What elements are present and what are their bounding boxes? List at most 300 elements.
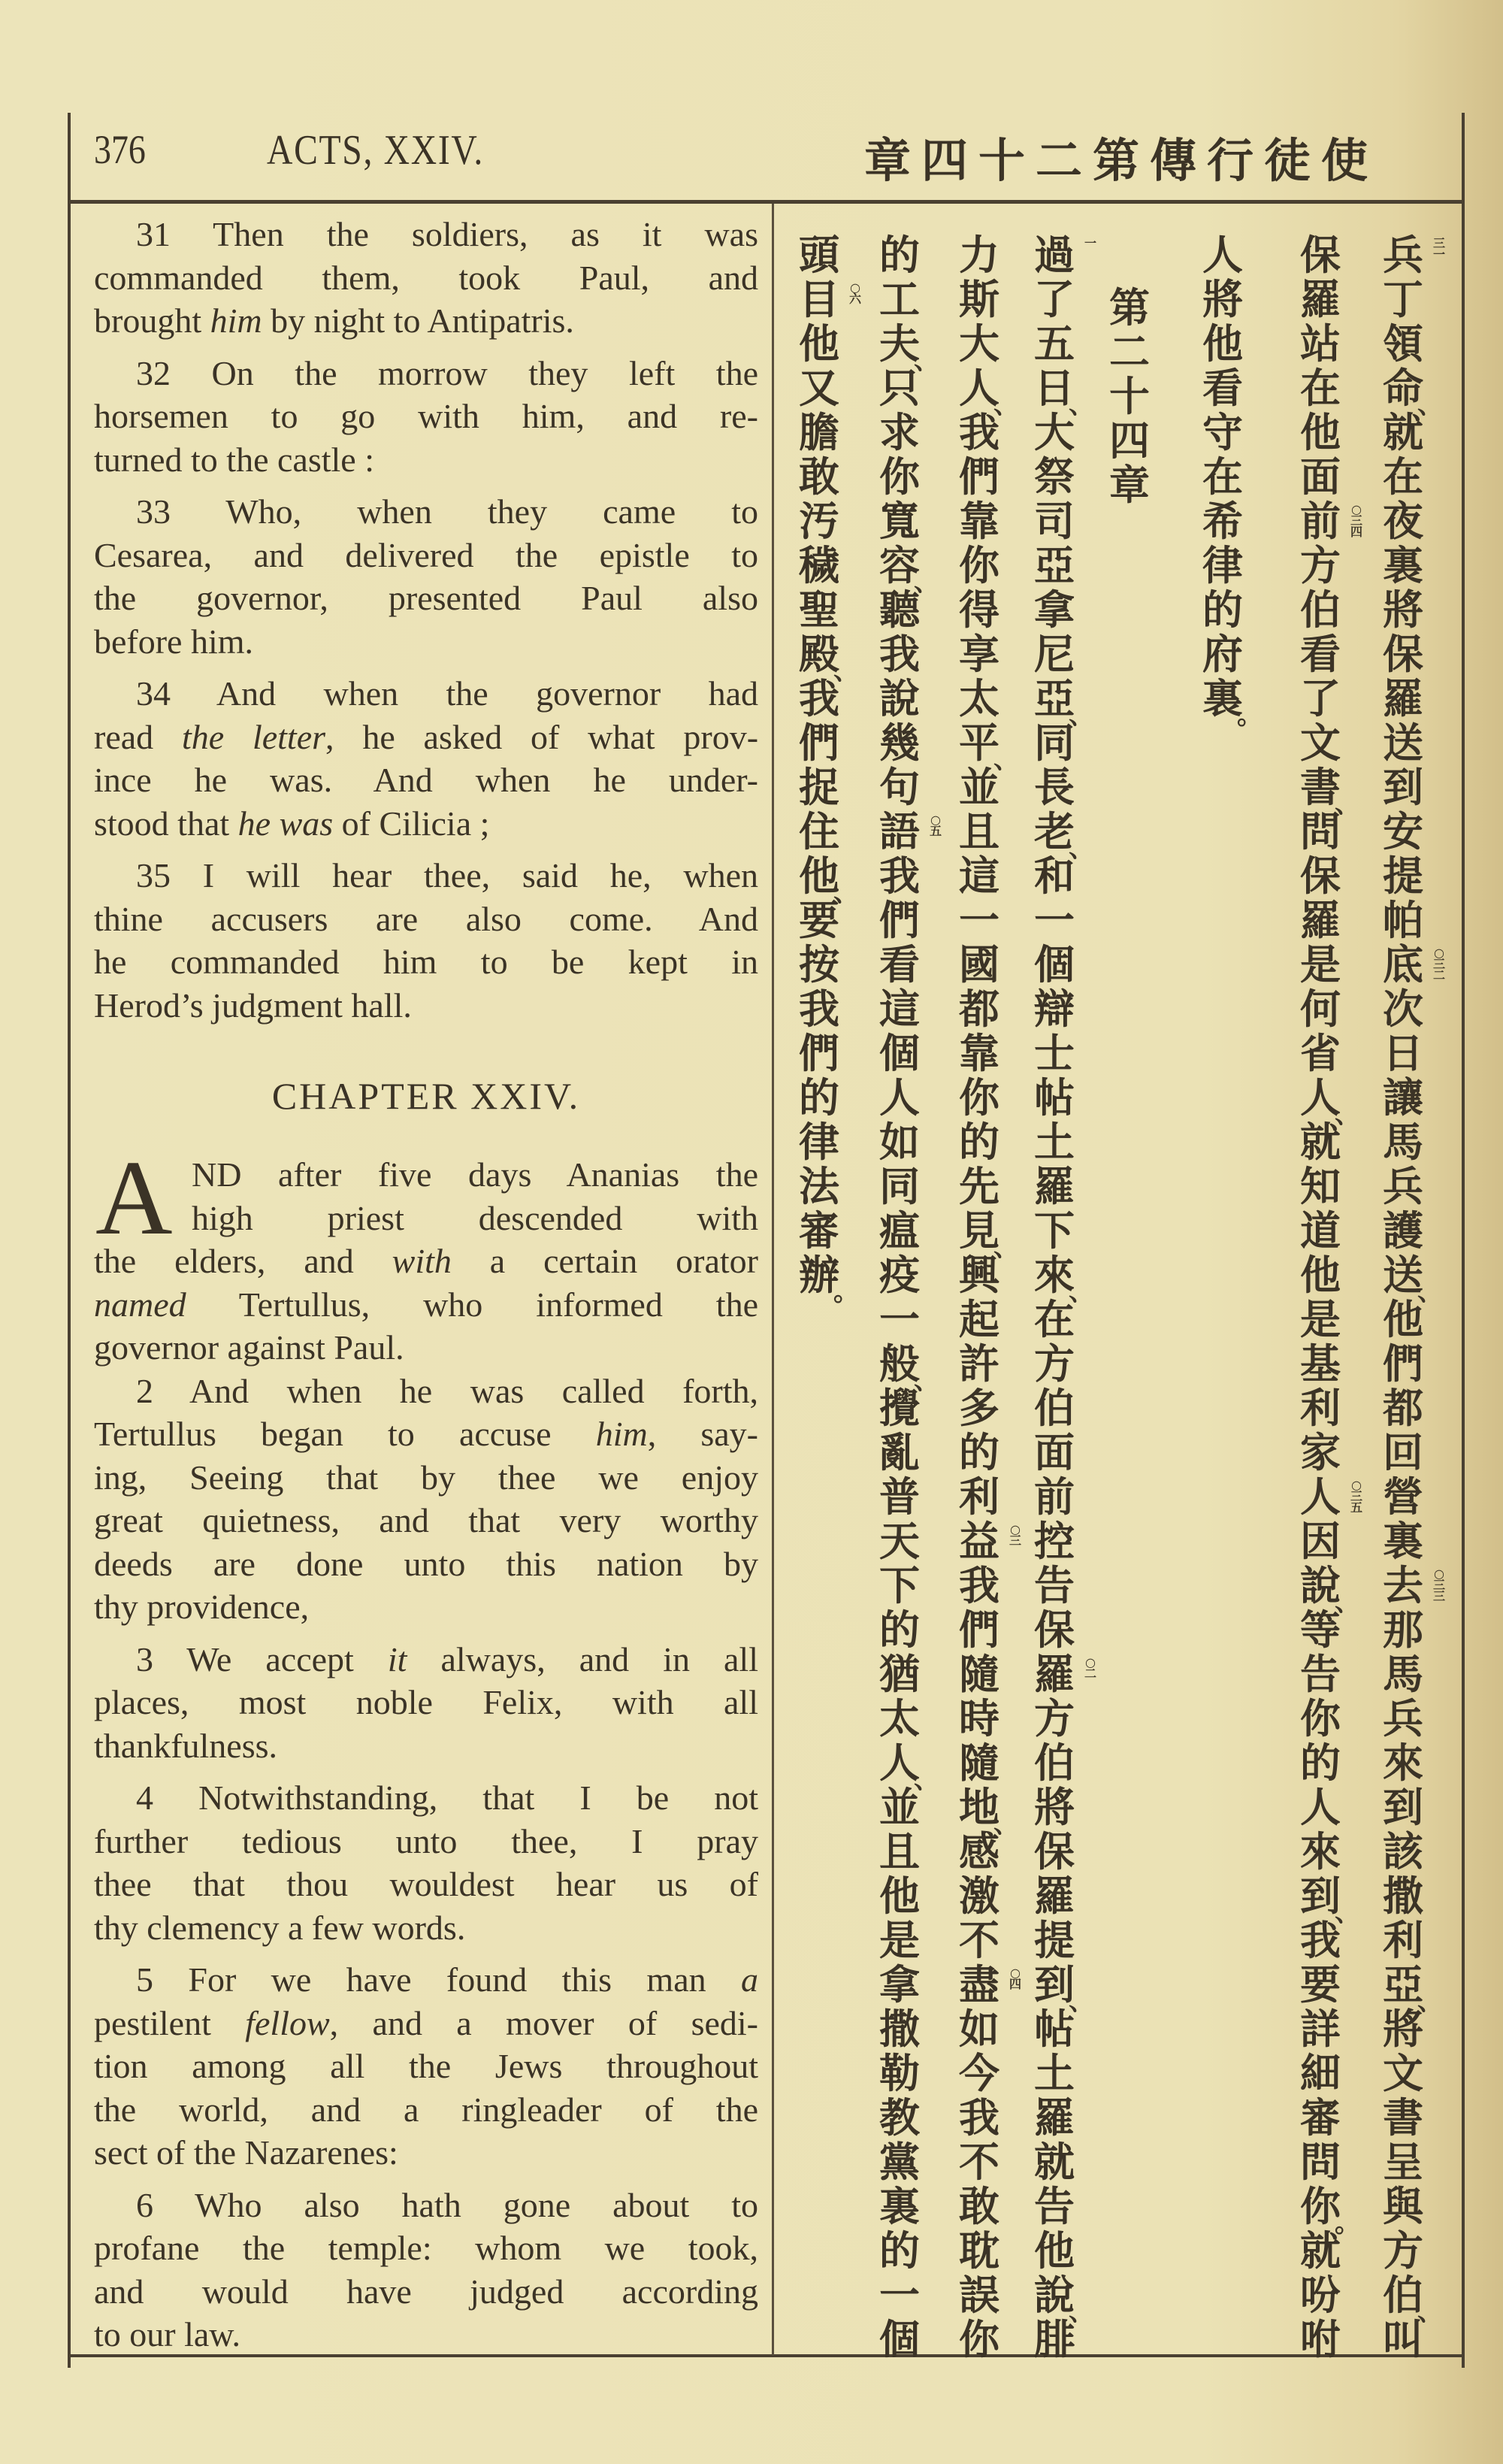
text-line — [94, 854, 758, 898]
chinese-character: 羅 — [1034, 2093, 1075, 2142]
text-line — [94, 2226, 758, 2270]
chinese-character: 起 — [959, 1295, 999, 1343]
chinese-character: 士 — [1034, 1029, 1075, 1077]
text-line — [94, 1776, 758, 1820]
text-line — [94, 620, 758, 664]
verse — [94, 1638, 758, 1768]
chinese-character: 五 — [1034, 319, 1075, 368]
chapter-heading: CHAPTER XXIV. — [271, 1075, 581, 1117]
text-line — [94, 256, 758, 300]
text-line — [94, 1638, 758, 1682]
chinese-character: 方 — [1300, 541, 1341, 589]
text-line — [94, 438, 758, 482]
text-line — [94, 2270, 758, 2314]
chinese-character: 亞 、 — [1034, 674, 1094, 731]
text-segment: Cesarea, and delivered the epistle to — [94, 535, 758, 574]
chinese-character: 寬 — [879, 497, 920, 545]
chinese-character: 汚 — [799, 497, 839, 545]
verse-number-marker: ○三三 — [1432, 1566, 1445, 1603]
chinese-character: 保 — [1300, 231, 1341, 279]
chinese-character: 辯 — [1034, 985, 1075, 1033]
comma-mark: 、 — [1069, 834, 1094, 864]
chinese-character: 提 — [1034, 1916, 1075, 1964]
chinese-character: 審 — [1300, 2093, 1341, 2142]
chinese-character: 的 — [959, 1118, 999, 1166]
chinese-character: 不 — [959, 2138, 999, 2186]
text-segment: deeds are done unto this nation by — [94, 1544, 758, 1583]
chinese-character: 個 — [879, 2315, 920, 2363]
chinese-character: 你 — [959, 541, 999, 589]
chinese-character: 提 — [1383, 852, 1423, 900]
chinese-character: 今 — [959, 2049, 999, 2097]
text-segment: places, most noble Felix, with all — [94, 1683, 758, 1721]
chinese-character: 勒 — [879, 2049, 920, 2097]
text-line — [94, 1820, 758, 1863]
chinese-character: 不 — [959, 1916, 999, 1964]
chinese-character: 看 — [879, 940, 920, 988]
chinese-character: 保 — [1383, 630, 1423, 678]
chinese-character: 何 — [1300, 985, 1341, 1033]
chinese-character: 天 — [879, 1517, 920, 1565]
text-segment: 2 And when he was called forth, — [136, 1371, 758, 1410]
text-segment: further tedious unto thee, I pray — [94, 1821, 758, 1860]
chinese-character: 並 — [879, 1783, 920, 1831]
chinese-character: 幾 — [879, 719, 920, 767]
chinese-character: 伯 、 — [1383, 2271, 1443, 2327]
chinese-character: 祭 — [1034, 453, 1075, 501]
chinese-character: 盡 ○四 — [959, 1960, 1021, 2008]
chinese-character: 一 — [1034, 896, 1075, 944]
chinese-character: 守 — [1202, 408, 1243, 456]
comma-mark: 、 — [1069, 390, 1094, 420]
chinese-character: 十 — [1109, 372, 1150, 420]
chinese-character: 你 。 — [1300, 2182, 1360, 2238]
chinese-character: 教 — [879, 2093, 920, 2142]
chinese-character: 們 — [799, 719, 839, 767]
chinese-character: 如 — [879, 1118, 920, 1166]
chinese-character: 前 — [1034, 1473, 1075, 1521]
chinese-character: 方 — [1034, 1694, 1075, 1742]
chinese-character: 到 、 — [1034, 1960, 1094, 2017]
chinese-character: 面 — [1034, 1428, 1075, 1476]
text-segment: governor against Paul. — [94, 1328, 404, 1367]
text-segment: horsemen to go with him, and re- — [94, 397, 758, 435]
chinese-character: 亂 — [879, 1428, 920, 1476]
chinese-character: 大 — [959, 319, 999, 368]
text-segment: and would have judged according — [94, 2272, 758, 2311]
verse — [94, 1370, 758, 1629]
comma-mark: 、 — [833, 878, 859, 908]
text-line — [94, 213, 758, 256]
chinese-character: 前 ○三四 — [1300, 497, 1362, 545]
chinese-character: 興 — [959, 1251, 999, 1299]
comma-mark: 、 — [1069, 2297, 1094, 2327]
chinese-character: 人 、 — [879, 1739, 939, 1795]
chinese-character: 基 — [1300, 1339, 1341, 1388]
text-line — [94, 2088, 758, 2132]
chinese-character: 律 — [799, 1118, 839, 1166]
chinese-character: 利 — [959, 1473, 999, 1521]
chinese-character: 日 、 — [1034, 364, 1094, 420]
chinese-character: 利 — [1300, 1384, 1341, 1432]
text-segment: 5 For we have found this man — [136, 1960, 741, 1999]
text-line — [94, 898, 758, 941]
chinese-character: 如 — [959, 2005, 999, 2053]
chinese-character: 力 — [959, 231, 999, 279]
chinese-character: 回 — [1383, 1428, 1423, 1476]
chinese-character: 得 — [959, 586, 999, 634]
italic-text: him — [595, 1415, 648, 1453]
text-segment: the world, and a ringleader of the — [94, 2090, 758, 2129]
text-segment: thy clemency a few words. — [94, 1908, 466, 1947]
text-segment: before him. — [94, 622, 254, 661]
verse-number-marker: ○四 — [1009, 1966, 1021, 1991]
chinese-character: 的 — [1202, 586, 1243, 634]
chinese-character: 享 — [959, 630, 999, 678]
chinese-character: 告 — [1034, 1561, 1075, 1609]
chinese-character: 同 — [1034, 719, 1075, 767]
chinese-character: 辦 。 — [799, 1251, 859, 1307]
running-title-english: ACTS, XXIV. — [267, 127, 484, 174]
text-segment: 4 Notwithstanding, that I be not — [136, 1778, 758, 1817]
comma-mark: 、 — [1335, 789, 1360, 819]
chinese-character: 容 、 — [879, 541, 939, 598]
chinese-character: 激 — [959, 1872, 999, 1920]
text-line — [94, 2131, 758, 2175]
text-line — [94, 395, 758, 438]
chinese-character: 次 — [1383, 985, 1423, 1033]
chinese-character: 領 — [1383, 319, 1423, 368]
verse-number-marker: ○三四 — [1350, 502, 1362, 539]
chinese-character: 送 — [1383, 719, 1423, 767]
chinese-character: 問 — [1300, 807, 1341, 855]
verse-number-marker: 三一 — [1432, 236, 1445, 262]
text-line — [94, 577, 758, 620]
text-line — [94, 299, 758, 343]
chinese-character: 安 — [1383, 807, 1423, 855]
text-segment: , and a mover of sedi- — [329, 2003, 759, 2042]
chinese-character: 們 — [1383, 1339, 1423, 1388]
chinese-character: 我 — [879, 852, 920, 900]
text-segment: turned to the castle : — [94, 440, 374, 479]
text-line — [94, 672, 758, 716]
text-segment: tion among all the Jews throughout — [94, 2047, 758, 2085]
text-line — [94, 940, 758, 984]
chinese-character: 看 — [1202, 364, 1243, 412]
text-line — [94, 1326, 758, 1370]
chinese-character: 細 — [1300, 2049, 1341, 2097]
text-line — [94, 758, 758, 802]
text-segment: he commanded him to be kept in — [94, 943, 758, 981]
chinese-character: 這 — [879, 985, 920, 1033]
text-line — [94, 1958, 758, 2002]
text-segment: , say- — [647, 1415, 758, 1453]
chinese-character: 黨 — [879, 2138, 920, 2186]
chinese-character: 詳 — [1300, 2005, 1341, 2053]
comma-mark: 、 — [1417, 1277, 1443, 1307]
verse-number-marker: ○五 — [929, 813, 942, 838]
chinese-character: 道 — [1300, 1206, 1341, 1255]
chinese-character: 工 — [879, 275, 920, 323]
chinese-character: 按 — [799, 940, 839, 988]
text-segment: brought — [94, 301, 210, 340]
chinese-character: 羅 — [1034, 1872, 1075, 1920]
chinese-character: 日 — [1383, 1029, 1423, 1077]
chinese-character: 並 — [959, 763, 999, 811]
chinese-character: 感 — [959, 1827, 999, 1875]
chinese-character: 且 — [879, 1827, 920, 1875]
verse — [94, 1958, 758, 2175]
chinese-character: 方 — [1383, 2226, 1423, 2275]
text-segment: pestilent — [94, 2003, 246, 2042]
chinese-character: 拿 — [879, 1960, 920, 2008]
chinese-character: 老 、 — [1034, 807, 1094, 864]
chinese-character: 了 — [1034, 275, 1075, 323]
chinese-character: 他 — [1383, 1295, 1423, 1343]
chinese-character: 下 — [1034, 1206, 1075, 1255]
chinese-character: 伯 — [1300, 586, 1341, 634]
chinese-character: 帖 — [1034, 1073, 1075, 1122]
chinese-character: 到 、 — [1300, 1872, 1360, 1928]
chinese-text-column — [876, 231, 942, 2363]
chinese-character: 捉 — [799, 763, 839, 811]
chinese-character: 保 — [1034, 1606, 1075, 1654]
chinese-character: 羅 — [1300, 896, 1341, 944]
chinese-chapter-heading — [1106, 283, 1153, 509]
chinese-character: 丁 — [1383, 275, 1423, 323]
chinese-character: 司 — [1034, 497, 1075, 545]
chinese-character: 問 — [1300, 2138, 1341, 2186]
chinese-character: 叫 — [1383, 2315, 1423, 2363]
text-segment: by night to Antipatris. — [262, 301, 574, 340]
chinese-character: 太 — [959, 674, 999, 722]
chinese-character: 靠 — [959, 497, 999, 545]
chinese-character: 都 — [959, 985, 999, 1033]
chinese-character: 書 、 — [1300, 763, 1360, 819]
chinese-character: 瘟 — [879, 1206, 920, 1255]
chinese-character: 伯 — [1034, 1739, 1075, 1787]
chinese-character: 章 — [1109, 461, 1150, 509]
chinese-character: 平 、 — [959, 719, 1019, 775]
chinese-character: 攪 — [879, 1384, 920, 1432]
text-line — [94, 802, 758, 846]
chinese-character: 他 、 — [799, 852, 859, 908]
chinese-character: 許 — [959, 1339, 999, 1388]
chinese-character: 兵 — [1383, 1162, 1423, 1210]
chinese-character: 太 — [879, 1694, 920, 1742]
chinese-character: 時 — [959, 1694, 999, 1742]
chinese-character: 他 — [1300, 408, 1341, 456]
chinese-character: 地 、 — [959, 1783, 1019, 1839]
chinese-character: 命 、 — [1383, 364, 1443, 420]
italic-text: he was — [237, 804, 334, 843]
chinese-character: 你 — [1300, 1694, 1341, 1742]
period-mark: 。 — [833, 1277, 859, 1307]
chinese-character: 來 — [1300, 1827, 1341, 1875]
verses-chapter-23 — [94, 213, 758, 1027]
text-segment: ing, Seeing that by thee we enjoy — [94, 1458, 758, 1497]
chinese-character: 要 — [799, 896, 839, 944]
italic-text: the letter — [181, 717, 326, 756]
chinese-character: 馬 — [1383, 1118, 1423, 1166]
chinese-character: 們 — [959, 453, 999, 501]
chinese-character: 兵 — [1383, 1694, 1423, 1742]
period-mark: 。 — [1335, 2208, 1360, 2238]
text-line — [94, 1412, 758, 1456]
chinese-character: 看 — [1300, 630, 1341, 678]
chinese-character: 是 — [1300, 1295, 1341, 1343]
chinese-character: 頭 — [799, 231, 839, 279]
chinese-character: 人 — [1202, 231, 1243, 279]
chinese-character: 我 — [959, 1561, 999, 1609]
chinese-character: 在 — [1383, 453, 1423, 501]
chinese-character: 的 — [1300, 1739, 1341, 1787]
text-line — [94, 1456, 758, 1500]
comma-mark: 、 — [993, 745, 1019, 775]
chinese-character: 他 — [1202, 319, 1243, 368]
chinese-character: 撒 — [879, 2005, 920, 2053]
chinese-character: 在 — [1034, 1295, 1075, 1343]
chinese-character: 敢 — [799, 453, 839, 501]
chinese-text-column — [1297, 231, 1362, 2363]
text-segment: thy providence, — [94, 1588, 310, 1626]
text-segment: thine accusers are also come. And — [94, 899, 758, 938]
text-line — [94, 984, 758, 1028]
chinese-character: 底 ○三二 — [1383, 940, 1445, 988]
text-segment: 34 And when the governor had — [136, 674, 758, 713]
comma-mark: 、 — [1069, 701, 1094, 731]
text-segment: 33 Who, when they came to — [136, 492, 758, 531]
chinese-character: 隨 — [959, 1739, 999, 1787]
frame-left-border — [68, 113, 71, 2368]
text-segment: thee that thou wouldest hear us of — [94, 1865, 758, 1903]
chinese-character: 下 — [879, 1561, 920, 1609]
chinese-character: 這 — [959, 852, 999, 900]
chinese-character: 文 — [1383, 2049, 1423, 2097]
chinese-character: 他 — [799, 319, 839, 368]
chinese-character: 護 — [1383, 1206, 1423, 1255]
chinese-character: 是 — [879, 1916, 920, 1964]
text-segment: 3 We accept — [136, 1639, 388, 1678]
chinese-character: 夜 — [1383, 497, 1423, 545]
chinese-character: 一 過 — [1034, 231, 1096, 279]
chinese-character: 個 — [879, 1029, 920, 1077]
chinese-character: 們 — [799, 1029, 839, 1077]
chinese-character: 來 — [1383, 1739, 1423, 1787]
chinese-character: 斯 — [959, 275, 999, 323]
comma-mark: 、 — [1417, 390, 1443, 420]
chinese-text-column — [956, 231, 1021, 2363]
chinese-text-column — [1380, 231, 1445, 2363]
chinese-character: 保 — [1034, 1827, 1075, 1875]
text-line — [94, 2045, 758, 2088]
chinese-character: 人 、 — [959, 364, 1019, 420]
text-segment: to our law. — [94, 2315, 241, 2354]
chinese-character: 夫 、 — [879, 319, 939, 376]
chinese-character: 膽 — [799, 408, 839, 456]
chinese-character: 了 — [1300, 674, 1341, 722]
chinese-character: 因 — [1300, 1517, 1341, 1565]
chinese-character: 亞 、 — [1383, 1960, 1443, 2017]
chinese-character: 我 — [799, 674, 839, 722]
page-number: 376 — [94, 127, 146, 172]
chinese-character: 說 — [879, 674, 920, 722]
chinese-character: 家 — [1300, 1428, 1341, 1476]
chinese-character: 在 — [1300, 364, 1341, 412]
italic-text: fellow — [245, 2003, 330, 2042]
chinese-character: 益 ○三 — [959, 1517, 1021, 1565]
chinese-character: 我 — [1300, 1916, 1341, 1964]
chinese-character: 人 ○三五 — [1300, 1473, 1362, 1521]
verse — [94, 854, 758, 1027]
chinese-character: 是 — [1300, 940, 1341, 988]
chinese-character: 語 ○五 — [879, 807, 942, 855]
text-segment: sect of the Nazarenes: — [94, 2133, 398, 2172]
chinese-character: 猶 — [879, 1650, 920, 1698]
comma-mark: 、 — [914, 568, 939, 598]
chinese-character: 告 — [1300, 1650, 1341, 1698]
column-divider — [772, 204, 774, 2355]
chinese-character: 隨 — [959, 1650, 999, 1698]
chinese-character: 馬 — [1383, 1650, 1423, 1698]
chinese-character: 一 — [959, 896, 999, 944]
chinese-character: 見 、 — [959, 1206, 1019, 1263]
comma-mark: 、 — [1335, 1898, 1360, 1928]
chinese-character: 個 — [1034, 940, 1075, 988]
chinese-character: 站 — [1300, 319, 1341, 368]
text-segment: 31 Then the soldiers, as it was — [136, 215, 758, 253]
comma-mark: 、 — [993, 1233, 1019, 1263]
chinese-character: 長 — [1034, 763, 1075, 811]
chinese-character: 他 — [879, 1872, 920, 1920]
text-line — [94, 716, 758, 759]
chinese-character: 我 — [959, 408, 999, 456]
comma-mark: 、 — [1335, 1588, 1360, 1618]
text-line — [94, 1681, 758, 1724]
text-segment: 35 I will hear thee, said he, when — [136, 856, 758, 894]
chinese-character: 律 — [1202, 541, 1243, 589]
chinese-character: 聽 — [879, 586, 920, 634]
text-segment: Tertullus, who informed the — [186, 1285, 758, 1324]
chinese-character: 帖 — [1034, 2005, 1075, 2053]
chinese-character: 那 — [1383, 1606, 1423, 1654]
chinese-character: 和 — [1034, 852, 1075, 900]
verse-1 — [94, 1138, 758, 1370]
italic-text: named — [94, 1285, 186, 1324]
text-segment: 32 On the morrow they left the — [136, 353, 758, 392]
chinese-character: 說 、 — [1034, 2271, 1094, 2327]
chinese-character: 靠 — [959, 1029, 999, 1077]
chinese-character: 裏 — [1383, 1517, 1423, 1565]
verse — [94, 2184, 758, 2357]
comma-mark: 、 — [914, 1366, 939, 1396]
chinese-character: 將 — [1383, 586, 1423, 634]
text-segment: the governor, presented Paul also — [94, 579, 758, 617]
verse — [94, 672, 758, 845]
text-segment: ince he was. And when he under- — [94, 761, 758, 799]
text-line — [94, 2313, 758, 2357]
chinese-character: 般 、 — [879, 1339, 939, 1396]
chinese-character: 四 — [1109, 416, 1150, 465]
comma-mark: 、 — [1417, 1987, 1443, 2017]
text-segment: the elders, and — [94, 1242, 392, 1280]
chinese-character: 的 — [879, 2226, 920, 2275]
chinese-character: 審 — [799, 1206, 839, 1255]
chinese-character: 送 、 — [1383, 1251, 1443, 1307]
text-line — [94, 1724, 758, 1768]
chinese-character: 到 — [1383, 763, 1423, 811]
verse-number-marker: ○六 — [848, 280, 861, 306]
